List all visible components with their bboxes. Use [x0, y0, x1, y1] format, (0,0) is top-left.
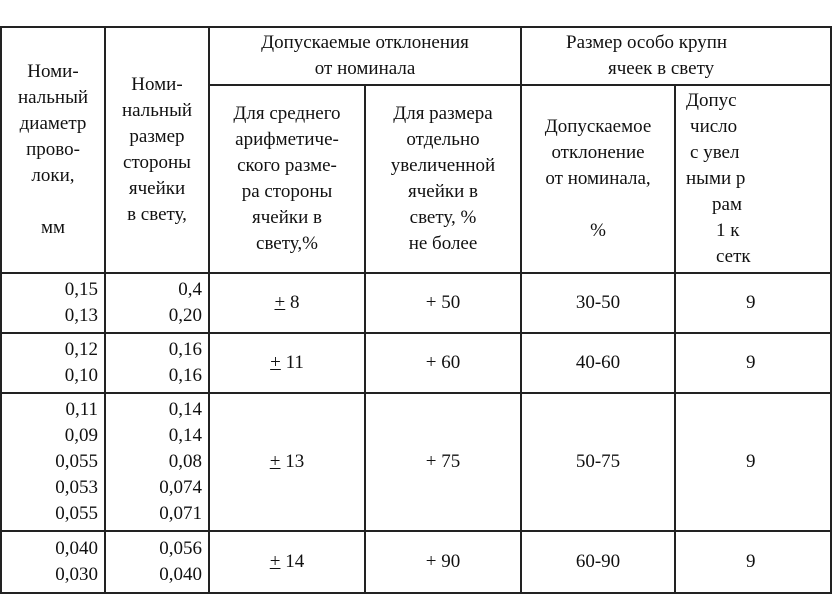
- single-deviation-cell: + 75: [365, 393, 521, 531]
- average-deviation-cell: + 11: [209, 333, 365, 393]
- wire-diameter-cell: 0,11 0,09 0,055 0,053 0,055: [1, 393, 105, 531]
- single-deviation-cell: + 90: [365, 531, 521, 593]
- wire-diameter-cell: 0,15 0,13: [1, 273, 105, 333]
- single-deviation-cell: + 50: [365, 273, 521, 333]
- header-wire-diameter: Номи- нальный диаметр прово- локи, мм: [1, 27, 105, 273]
- wire-mesh-table: [0, 26, 832, 594]
- header-single-enlarged: Для размера отдельно увеличенной ячейки в свету, % не более: [365, 85, 521, 273]
- mesh-size-cell: 0,056 0,040: [105, 531, 209, 593]
- plus-minus-sign: +: [270, 352, 281, 373]
- table-row: [1, 333, 831, 393]
- average-deviation-cell: + 13: [209, 393, 365, 531]
- mesh-size-cell: 0,4 0,20: [105, 273, 209, 333]
- header-allowed-deviation-percent: Допускаемое отклонение от номинала, %: [521, 85, 675, 273]
- wire-diameter-cell: 0,12 0,10: [1, 333, 105, 393]
- table-row: [1, 393, 831, 531]
- header-allowed-count: Допус число с увел ными р рам 1 к сетк: [675, 85, 831, 273]
- large-mesh-deviation-cell: 30-50: [521, 273, 675, 333]
- average-deviation-cell: + 14: [209, 531, 365, 593]
- large-mesh-deviation-cell: 60-90: [521, 531, 675, 593]
- large-mesh-deviation-cell: 50-75: [521, 393, 675, 531]
- plus-minus-sign: +: [269, 551, 281, 572]
- header-average-size: Для среднего арифметиче- ского разме- ра стороны ячейки в свету,%: [209, 85, 365, 273]
- plus-minus-sign: +: [269, 451, 281, 472]
- mesh-size-cell: 0,16 0,16: [105, 333, 209, 393]
- mesh-size-cell: 0,14 0,14 0,08 0,074 0,071: [105, 393, 209, 531]
- allowed-count-cell: 9: [675, 333, 831, 393]
- table-row: [1, 273, 831, 333]
- header-mesh-size: Номи- нальный размер стороны ячейки в свету,: [105, 27, 209, 273]
- single-deviation-cell: + 60: [365, 333, 521, 393]
- allowed-count-cell: 9: [675, 273, 831, 333]
- large-mesh-deviation-cell: 40-60: [521, 333, 675, 393]
- average-deviation-cell: + 8: [209, 273, 365, 333]
- table-row: [1, 531, 831, 593]
- plus-minus-sign: +: [274, 292, 286, 313]
- header-allowed-deviations: Допускаемые отклонения от номинала: [209, 27, 521, 85]
- allowed-count-cell: 9: [675, 531, 831, 593]
- wire-diameter-cell: 0,040 0,030: [1, 531, 105, 593]
- header-large-mesh-size: Размер особо крупн ячеек в свету: [521, 27, 831, 85]
- header-row-1: [1, 27, 831, 85]
- allowed-count-cell: 9: [675, 393, 831, 531]
